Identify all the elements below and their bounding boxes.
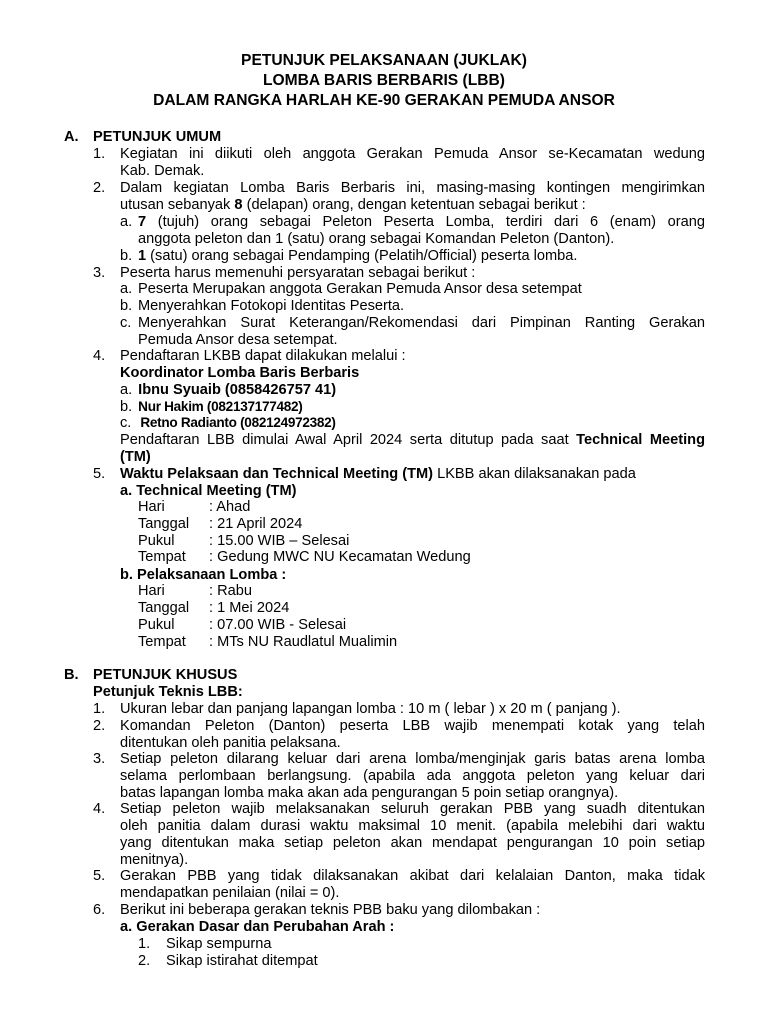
field-value: : Gedung MWC NU Kecamatan Wedung [209, 549, 471, 565]
item-text-line: Setiap peleton dilarang keluar dari arena lomba/menginjak garis batas arena lomba [120, 751, 705, 767]
contact-name-phone: Ibnu Syuaib (0858426757 41) [138, 382, 337, 398]
sub-text-line [138, 214, 705, 231]
tm-heading: a. Technical Meeting (TM) [120, 483, 297, 499]
registration-note [120, 432, 705, 466]
sub-marker: b. [120, 399, 133, 415]
movement-name: Sikap istirahat ditempat [166, 953, 318, 969]
item-number: 4. [93, 801, 106, 817]
item-number: 1. [93, 146, 106, 162]
item-text-line: menitnya). [120, 851, 189, 868]
movement-name: Sikap sempurna [166, 936, 272, 952]
item-number: 3. [93, 265, 106, 281]
item-text-line: Komandan Peleton (Danton) peserta LBB wajib menempati kotak yang telah [120, 718, 705, 734]
sub-item-a3b [120, 298, 705, 315]
item-text-line: Pendaftaran LKBB dapat dilakukan melalui : [120, 348, 406, 364]
field-label: Hari [138, 583, 165, 599]
item-number: 6. [93, 902, 106, 918]
section-b-title: PETUNJUK KHUSUS [93, 667, 238, 683]
item-number: 5. [93, 466, 106, 482]
doc-title-line2: LOMBA BARIS BERBARIS (LBB) [263, 72, 505, 89]
field-value: : 15.00 WIB – Selesai [209, 533, 350, 549]
item-text-line: Gerakan PBB yang tidak dilaksanakan akibat dari kelalaian Danton, maka tidak [120, 868, 705, 884]
lomba-row [138, 583, 252, 600]
bold-term: Technical Meeting [576, 432, 705, 448]
item-text-line: ditentukan oleh panitia pelaksana. [120, 734, 341, 751]
item-number: 5. [93, 868, 106, 884]
section-a-heading [64, 129, 221, 146]
text-run: LKBB akan dilaksanakan pada [433, 466, 636, 482]
field-value: : 21 April 2024 [209, 516, 303, 532]
item-number: 1. [138, 936, 151, 952]
item-text-line: yang ditentukan maka setiap peleton akan mendapat pengurangan 10 poin setiap [120, 834, 705, 851]
item-number: 2. [138, 953, 151, 969]
sub-text-line: Pemuda Ansor desa setempat. [138, 331, 338, 348]
list-item-a5 [93, 466, 705, 483]
lomba-row [138, 600, 289, 617]
sub-item-a2b [120, 248, 705, 265]
sub-text-line: Peserta Merupakan anggota Gerakan Pemuda Ansor desa setempat [138, 281, 582, 297]
list-item-b1 [93, 701, 705, 718]
list-item-b6 [93, 902, 705, 919]
doc-title-line1: PETUNJUK PELAKSANAAN (JUKLAK) [241, 52, 527, 69]
text-run: (tujuh) orang sebagai Peleton Peserta Lomba, terdiri dari 6 (enam) orang [146, 214, 705, 230]
text-run: (satu) orang sebagai Pendamping (Pelatih/Official) peserta lomba. [146, 248, 578, 264]
item-text-line: Ukuran lebar dan panjang lapangan lomba : 10 m ( lebar ) x 20 m ( panjang ). [120, 701, 621, 717]
field-label: Hari [138, 499, 165, 515]
sub-item-a3a [120, 281, 705, 298]
section-a-title: PETUNJUK UMUM [93, 129, 222, 145]
list-item-a2 [93, 180, 705, 214]
list-item-b5 [93, 868, 705, 902]
item-text-line: mendapatkan penilaian (nilai = 0). [120, 884, 340, 901]
field-label: Tempat [138, 634, 186, 650]
contact-item [120, 415, 336, 432]
item-text-line: selama perlombaan berlangsung. (apabila ada anggota peleton yang keluar dari [120, 767, 705, 784]
item-text-line [120, 197, 705, 214]
item-text-line: Berikut ini beberapa gerakan teknis PBB baku yang dilombakan : [120, 902, 541, 918]
list-item-a4 [93, 348, 705, 365]
lomba-row [138, 617, 346, 634]
list-item-a3 [93, 265, 705, 282]
section-a-letter: A. [64, 129, 79, 145]
sub-marker: b. [120, 248, 133, 264]
list-item-a1 [93, 146, 705, 180]
sub-marker: a. [120, 382, 133, 398]
section-b-subtitle: Petunjuk Teknis LBB: [93, 684, 243, 700]
item-number: 3. [93, 751, 106, 767]
text-line: (TM) [120, 448, 151, 465]
doc-title-line3: DALAM RANGKA HARLAH KE-90 GERAKAN PEMUDA ANSOR [153, 92, 615, 109]
coordinator-heading: Koordinator Lomba Baris Berbaris [120, 365, 360, 381]
bold-term: Waktu Pelaksaan dan Technical Meeting (TM) [120, 466, 434, 482]
list-item-b3 [93, 751, 705, 802]
tm-row [138, 533, 349, 550]
field-value: : 1 Mei 2024 [209, 600, 290, 616]
field-label: Tanggal [138, 516, 190, 532]
item-text-line: oleh panitia dalam durasi waktu maksimal 10 menit. (apabila melebihi dari waktu [120, 817, 705, 834]
sub-text-line: Menyerahkan Surat Keterangan/Rekomendasi dari Pimpinan Ranting Gerakan [138, 315, 705, 331]
item-text-line: Dalam kegiatan Lomba Baris Berbaris ini, masing-masing kontingen mengirimkan [120, 180, 705, 196]
text-run: utusan sebanyak [120, 196, 235, 213]
item-text-line: Kab. Demak. [120, 162, 205, 179]
text-run: (delapan) orang, dengan ketentuan sebagai berikut : [242, 196, 586, 213]
bold-count: 7 [138, 214, 147, 230]
contact-name-phone: Retno Radianto (082124972382) [140, 415, 336, 430]
item-text-line: batas lapangan lomba maka akan ada pengurangan 5 poin setiap orangnya). [120, 784, 619, 801]
lomba-heading: b. Pelaksanaan Lomba : [120, 567, 287, 583]
contact-item [120, 399, 303, 416]
item-text-line [120, 466, 705, 483]
field-value: : Rabu [209, 583, 252, 599]
field-label: Tanggal [138, 600, 190, 616]
sub-text-line [138, 248, 705, 265]
sub-text-line: anggota peleton dan 1 (satu) orang sebagai Komandan Peleton (Danton). [138, 230, 615, 247]
text-line [120, 432, 705, 449]
text-run: Pendaftaran LBB dimulai Awal April 2024 serta ditutup pada saat [120, 432, 577, 448]
field-label: Tempat [138, 549, 186, 565]
sub-marker: a. [120, 214, 133, 230]
contact-item [120, 382, 336, 399]
bold-count: 1 [138, 248, 147, 264]
contact-name-phone: Nur Hakim (082137177482) [138, 399, 303, 414]
sub-item-a2a [120, 214, 705, 248]
sub-marker: b. [120, 298, 133, 314]
sub-text-line: Menyerahkan Fotokopi Identitas Peserta. [138, 298, 405, 314]
movement-item [138, 953, 318, 970]
section-b-heading [64, 667, 237, 684]
item-text-line: Kegiatan ini diikuti oleh anggota Gerakan Pemuda Ansor se-Kecamatan wedung [120, 146, 705, 162]
field-value: : Ahad [209, 499, 251, 515]
item-number: 2. [93, 180, 106, 196]
tm-row [138, 499, 250, 516]
item-number: 2. [93, 718, 106, 734]
sub-item-a3c [120, 315, 705, 349]
list-item-b4 [93, 801, 705, 869]
field-label: Pukul [138, 533, 175, 549]
sub-marker: c. [120, 315, 132, 331]
movement-item [138, 936, 271, 953]
item-text-line: Peserta harus memenuhi persyaratan sebagai berikut : [120, 265, 476, 281]
tm-row [138, 516, 302, 533]
item-number: 4. [93, 348, 106, 364]
tm-row [138, 549, 471, 566]
sub-marker: c. [120, 415, 132, 431]
field-value: : 07.00 WIB - Selesai [209, 617, 347, 633]
field-label: Pukul [138, 617, 175, 633]
list-item-b2 [93, 718, 705, 752]
movement-heading: a. Gerakan Dasar dan Perubahan Arah : [120, 919, 395, 935]
sub-marker: a. [120, 281, 133, 297]
bold-count: 8 [234, 196, 243, 213]
item-text-line: Setiap peleton wajib melaksanakan seluruh gerakan PBB yang suadh ditentukan [120, 801, 705, 817]
lomba-row [138, 634, 397, 651]
item-number: 1. [93, 701, 106, 717]
section-b-letter: B. [64, 667, 79, 683]
field-value: : MTs NU Raudlatul Mualimin [209, 634, 398, 650]
